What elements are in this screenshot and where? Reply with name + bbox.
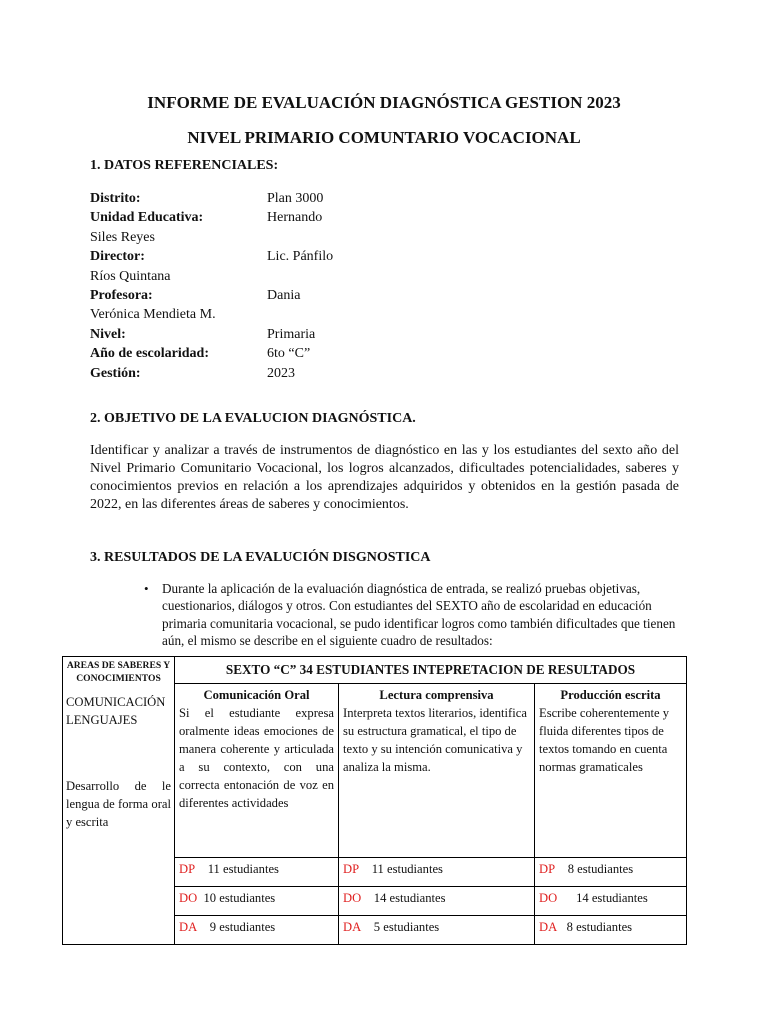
result-cell: DO 10 estudiantes [175,887,339,916]
row-director: Director: Lic. Pánfilo [90,249,334,265]
result-cell: DA 9 estudiantes [175,916,339,945]
result-cell: DA 5 estudiantes [339,916,535,945]
column-description: Escribe coherentemente y fluida diferentes tipos de textos tomando en cuenta normas gramaticales [539,706,670,774]
section-3-title: 3. RESULTADOS DE LA EVALUCIÓN DISGNOSTICA [90,550,431,565]
bullet-icon: • [144,581,149,596]
column-description: Si el estudiante expresa oralmente ideas emociones de manera coherente y articulada a su contexto, con una correcta entonación de voz en diferentes actividades [179,706,334,810]
area-name: COMUNICACIÓN LENGUAJES [66,695,166,727]
document-subtitle: NIVEL PRIMARIO COMUNTARIO VOCACIONAL [187,128,581,147]
result-cell: DP 11 estudiantes [175,858,339,887]
document-title: INFORME DE EVALUACIÓN DIAGNÓSTICA GESTION 2023 [147,93,621,112]
row-gestion: Gestión: 2023 [90,365,295,381]
row-unidad-educativa-cont: Siles Reyes [90,229,155,245]
row-anio-escolaridad: Año de escolaridad: 6to “C” [90,346,311,362]
row-profesora: Profesora: Dania [90,287,301,303]
results-header: SEXTO “C” 34 ESTUDIANTES INTEPRETACION DE RESULTADOS [175,657,687,684]
results-table [62,656,687,945]
section-1-title: 1. DATOS REFERENCIALES: [90,158,279,173]
objective-paragraph: Identificar y analizar a través de instrumentos de diagnóstico en las y los estudiantes del sexto año del Nivel Primario Comunitario Vocacional, los logros alcanzados, dificultades potencialidades, saberes y conocimientos previos en relación a los aprendizajes adquiridos y obtenidos en la gestión pasada de 2022, en las diferentes áreas de saberes y conocimientos. [90,443,679,512]
result-cell: DA 8 estudiantes [535,916,687,945]
row-unidad-educativa: Unidad Educativa: Hernando [90,210,323,226]
row-distrito: Distrito: Plan 3000 [90,191,324,206]
areas-column [63,657,175,945]
section-2-title: 2. OBJETIVO DE LA EVALUCION DIAGNÓSTICA. [90,411,416,426]
result-cell: DO 14 estudiantes [339,887,535,916]
result-cell: DP 8 estudiantes [535,858,687,887]
column-comunicacion-oral [175,684,339,858]
area-description: Desarrollo de le lengua de forma oral y escrita [66,779,171,829]
column-title: Producción escrita [560,688,661,702]
results-bullet-text: Durante la aplicación de la evaluación diagnóstica de entrada, se realizó pruebas objetivas, cuestionarios, diálogos y otros. Con estudiantes del SEXTO año de escolaridad en educación primaria comunitaria vocacional, se pudo identificar logros como también dificultades que tienen aún, el mismo se describe en el siguiente cuadro de resultados: [162,581,676,649]
areas-header: AREAS DE SABERES Y CONOCIMIENTOS [66,660,171,684]
row-director-cont: Ríos Quintana [90,268,171,284]
row-profesora-cont: Verónica Mendieta M. [90,307,216,323]
result-cell: DO 14 estudiantes [535,887,687,916]
reference-data-list [90,189,390,383]
result-cell: DP 11 estudiantes [339,858,535,887]
column-description: Interpreta textos literarios, identifica su estructura gramatical, el tipo de texto y su intención comunicativa y analiza la misma. [343,706,527,774]
column-lectura-comprensiva [339,684,535,858]
column-produccion-escrita [535,684,687,858]
column-title: Comunicación Oral [203,688,310,702]
row-nivel: Nivel: Primaria [90,326,316,342]
column-title: Lectura comprensiva [379,688,494,702]
